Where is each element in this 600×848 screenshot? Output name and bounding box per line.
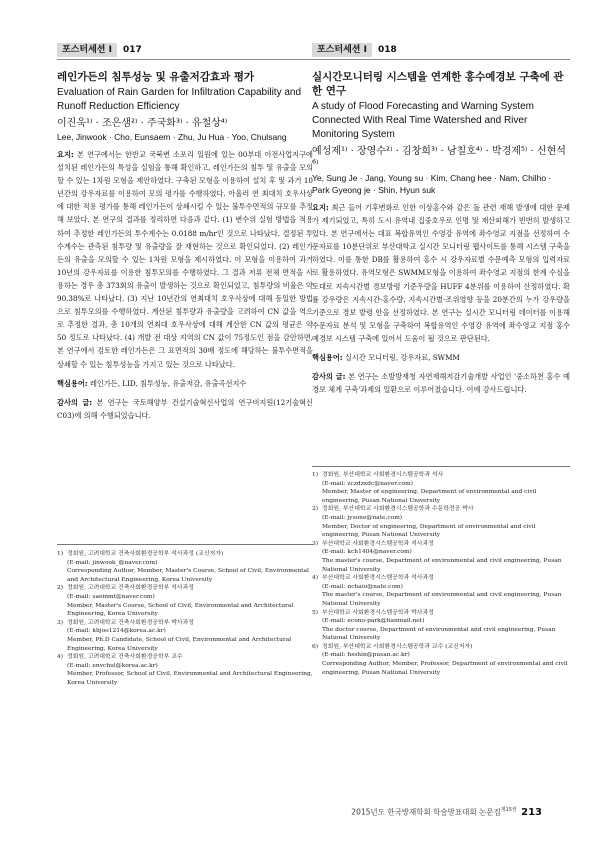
- footnote-number: 6): [312, 643, 319, 650]
- authors-korean: 이진욱¹⁾ · 조은샘²⁾ · 주국화³⁾ · 유철상⁴⁾: [57, 118, 228, 129]
- footnote-line: 정회원, 고려대학교 건축사회환경공학부 석사과정: [67, 585, 194, 592]
- session-header: [57, 40, 313, 60]
- authors-english: Lee, Jinwook · Cho, Eunsaem · Zhu, Ju Hua · Yoo, Chulsang: [57, 132, 287, 142]
- footnote-line: 정회원, 부산대학교 사회환경시스템공학과 수문학전공 박사: [322, 506, 474, 513]
- session-number: 017: [122, 44, 142, 55]
- footnote: [312, 609, 570, 643]
- keywords-text: 실시간 모니터링, 강우자료, SWMM: [344, 353, 460, 363]
- footnote-number: 5): [312, 609, 319, 616]
- footnote-number: 1): [312, 472, 319, 478]
- footnote-line: Member, Master of engineering, Department of environmental and civil engineering, Pusan National University: [322, 489, 537, 504]
- footnote-line: 정회원, 부산대학교 사회환경시스템공학과 교수 (교신저자): [322, 643, 473, 650]
- footnote: [312, 540, 570, 574]
- article-017: [57, 40, 313, 422]
- footnote-line: 정회원, 고려대학교 건축사회환경공학부 박사과정: [67, 619, 194, 626]
- keywords: [57, 377, 313, 390]
- footnote-email: (E-mail: nchaio@nate.com): [322, 583, 403, 590]
- session-number: 018: [377, 44, 397, 55]
- footnote-line: Member, Doctor of engineering, Department of environmental and civil engineering, Pusan National University: [322, 523, 536, 539]
- keywords-text: 레인가든, LID, 침투성능, 유출저감, 유출곡선지수: [89, 378, 247, 388]
- title-korean: 실시간모니터링 시스템을 연계한 홍수예경보 구축에 관한 연구: [312, 71, 564, 97]
- footnote: [57, 653, 313, 687]
- footnote-number: 2): [57, 585, 64, 592]
- abstract: [312, 201, 570, 345]
- footnote: [57, 619, 313, 653]
- abstract-text: 최근 들어 기후변화로 인한 이상홍수와 같은 돌 관련 재해 발생에 대한 문제가 제기되었고, 특히 도시 유역내 집중호우로 인명 및 재산피해가 빈번히 발생하고 있다. 본 연구에서는 대표 복합유역인 수영강 유역에 좌수영교 지점을 선정하여 수문자료를 10분단위로 부산대학교 실시간 모니터링 웹사이트를 통해 시스템 구축을 하였다. 이를 통한 DB를 활용하여 홍수 시 강우자료별 수문예측 모형의 입력자료로 활용하였다. 유역모형은 SWMM모형을 이용하여 좌수영교 지점의 한계 수심을 토대로 지속시간별 경보방령 기준우량을 HUFF 4분위를 이용하여 산정하였다. 확률 강우량은 지속시간-홍수량, 지속시간별-조위영향 등을 20분간의 누가 강우량을 기준으로 경보 발령 안을 선정하였다. 본 연구는 실시간 모니터링 데이터를 이용해 수문자료 분석 및 모형을 구축하여 복합유역인 수영강 유역에 좌수영교 지점 홍수예경보 시스템 구축에 있어서 도움이 될 것으로 판단된다.: [312, 203, 570, 343]
- footnote: [57, 550, 313, 584]
- proceedings-title: 2015년도 한국방재학회 학술발표대회 논문집: [351, 807, 501, 817]
- acknowledgement: [312, 370, 570, 396]
- keywords: [312, 351, 570, 364]
- footnote-line: Corresponding Author, Member, Professor, Department of environmental and civil engineering, Pusan National University: [322, 661, 568, 676]
- ack-label: 감사의 글:: [57, 397, 93, 407]
- page-footer: [351, 806, 542, 818]
- acknowledgement: [57, 396, 313, 422]
- footnote-number: 4): [312, 575, 319, 582]
- footnote-number: 1): [57, 551, 64, 557]
- footnote: [312, 471, 570, 505]
- footnote-line: The doctor course, Department of environmental and civil engineering, Pusan National University: [322, 626, 556, 642]
- abstract-label: 요지:: [57, 150, 74, 159]
- session-label: 포스터세션 Ⅰ: [312, 43, 372, 57]
- footnote-line: Corresponding Author, Member, Master's Course, School of Civil, Environmental and Architectural Engineering, Korea University: [67, 568, 309, 583]
- title-english: A study of Flood Forecasting and Warning System Connected With Real Time Watershed and River Monitoring System: [312, 101, 534, 140]
- footnote-line: 정회원, 부산대학교 사회환경시스템공학과 석사: [322, 472, 444, 478]
- footnote-line: The master's course, Department of environmental and civil engineering, Pusan National University: [322, 592, 562, 607]
- title-korean: 레인가든의 침투성능 및 유출저감효과 평가: [57, 71, 255, 83]
- title-english: Evaluation of Rain Garden for Infiltration Capability and Runoff Reduction Efficiency: [57, 87, 302, 112]
- footnote: [312, 643, 570, 677]
- footnote-email: (E-mail: envchul@korea.ac.kr): [67, 662, 158, 669]
- ack-text: 본 연구는 국토해양부 건설기술혁신사업의 연구비지원(12기술혁신C03)에 의해 수행되었습니다.: [57, 397, 313, 420]
- footnote-line: Member, Ph.D Candidate, School of Civil, Environmental and Architectural Engineering, Korea University: [67, 636, 292, 652]
- footnote-email: (E-mail: hsshin@pusan.ac.kr): [322, 652, 410, 659]
- footnote-email: (E-mail: kch1404@naver.com): [322, 549, 412, 556]
- footnote: [57, 584, 313, 618]
- footnote: [312, 505, 570, 539]
- footnote-line: 정회원, 고려대학교 건축사회환경공학부 석사과정 (교신저자): [67, 551, 224, 557]
- footnote-line: The master's course, Department of environmental and civil engineering, Pusan National University: [322, 557, 562, 573]
- footnote-line: 부산대학교 사회환경시스템공학과 박사과정: [322, 609, 434, 616]
- footnote-number: 3): [57, 619, 64, 626]
- footnote-line: Member, Master's Course, School of Civil, Environmental and Architectural Engineering, Korea University: [67, 602, 294, 618]
- footnote-email: (E-mail: jinwook_@naver.com): [67, 559, 158, 566]
- footnote-line: 정회원, 고려대학교 건축사회환경공학부 교수: [67, 654, 183, 661]
- footnote-line: Member, Professor, School of Civil, Environmental and Architectural Engineering, Korea University: [67, 671, 313, 686]
- footnote-email: (E-mail: econo-park@hanmail.net): [322, 618, 425, 625]
- footnote: [312, 574, 570, 608]
- footnotes-right: [312, 466, 570, 677]
- abstract-label: 요지:: [312, 203, 329, 212]
- footnotes-left: [57, 544, 313, 688]
- footnote-email: (E-mail: zczdzxdc@naver.com): [322, 480, 413, 487]
- footnote-number: 3): [312, 540, 319, 547]
- authors-korean: 예성제¹⁾ · 장영수²⁾ · 김창희³⁾ · 남칠호⁴⁾ · 박경제⁵⁾ · 신현석⁶⁾: [312, 146, 566, 170]
- footnote-number: 2): [312, 506, 319, 513]
- article-018: [312, 40, 570, 396]
- footnote-email: (E-mail: jysone@nate.com): [322, 514, 403, 521]
- ack-text: 본 연구는 소방방재청 자연재해저감기술개발 사업인 '중소하천 홍수 예경보 체계 구축'과제의 일환으로 이루어졌습니다. 이에 감사드립니다.: [312, 372, 570, 395]
- abstract-text: 본 연구에서는 한반교 국북변 소포리 일원에 있는 00부대 이전사업지구에 설치된 레인가든의 특성을 실험을 통해 확인하고, 레인가든의 침투 및 유출을 모의할 수 있는 1차원 모형을 제안하였다. 구축된 모형을 이용하여 설치 후 및 과거 10년간의 강우자료를 이용하여 모의 평가를 수행하였다. 아울러 연 최대치 호우사상에 대한 적용 평가를 통해 레인가든이 상쇄시킬 수 있는 불투수면적의 규모를 추정해 보았다. 본 연구의 결과를 정리하면 다음과 같다. (1) 변수위 실험 방법을 적용하여 추정한 레인가든의 투수계수는 0.0188 m/hr인 것으로 나타났다. 결정된 투수계수는 관측된 침투량 및 유출량을 잘 재현하는 것으로 확인되었다. (2) 레인가든의 유출을 모의할 수 있는 1차원 모형을 제시하였다. 이 모형을 이용하여 과거 10년의 강우자료를 이용한 침투모의를 수행하였다. 그 결과 저류 전체 면적을 사용하는 경우 총 373회의 유출이 발생하는 것으로 확인되었고, 침투량의 비율은 약 90.38%로 나타났다. (3) 지난 10년간의 연최대치 호우사상에 대해 동일한 방법으로 침투모의를 수행하였다. 계산된 침투량과 유출량을 고려하여 CN 값을 역으로 추정한 결과, 총 10개의 연최대 호우사상에 대해 계산한 CN 값의 평균은 약 50 정도로 나타났다. (4) 개발 전 대상 지역의 CN 값이 75정도인 점을 감안하면, 본 연구에서 검토한 레인가든은 그 표면적의 30배 정도에 해당하는 불투수면적을 상쇄할 수 있는 침투성능을 가지고 있는 것으로 나타났다.: [57, 150, 313, 369]
- authors-english: Ye, Sung Je · Jang, Young su · Kim, Chang hee · Nam, Chilho · Park Gyeong je · Shin, Hyun suk: [312, 173, 552, 195]
- footnote-email: (E-mail: khjoo1214@korea.ac.kr): [67, 628, 166, 635]
- volume-superscript: 제15권: [500, 807, 517, 813]
- session-label: 포스터세션 Ⅰ: [57, 43, 117, 57]
- keywords-label: 핵심용어:: [57, 378, 88, 388]
- footnote-line: 부산대학교 사회환경시스템공학과 석사과정: [322, 575, 434, 582]
- footnote-number: 4): [57, 654, 64, 661]
- page-number: 213: [521, 806, 542, 818]
- footnote-line: 부산대학교 사회환경시스템공학과 석사과정: [322, 540, 434, 547]
- ack-label: 감사의 글:: [312, 372, 346, 382]
- abstract: [57, 148, 313, 371]
- keywords-label: 핵심용어:: [312, 353, 343, 363]
- footnote-email: (E-mail: saemmt@naver.com): [67, 593, 155, 600]
- session-header: [312, 40, 570, 60]
